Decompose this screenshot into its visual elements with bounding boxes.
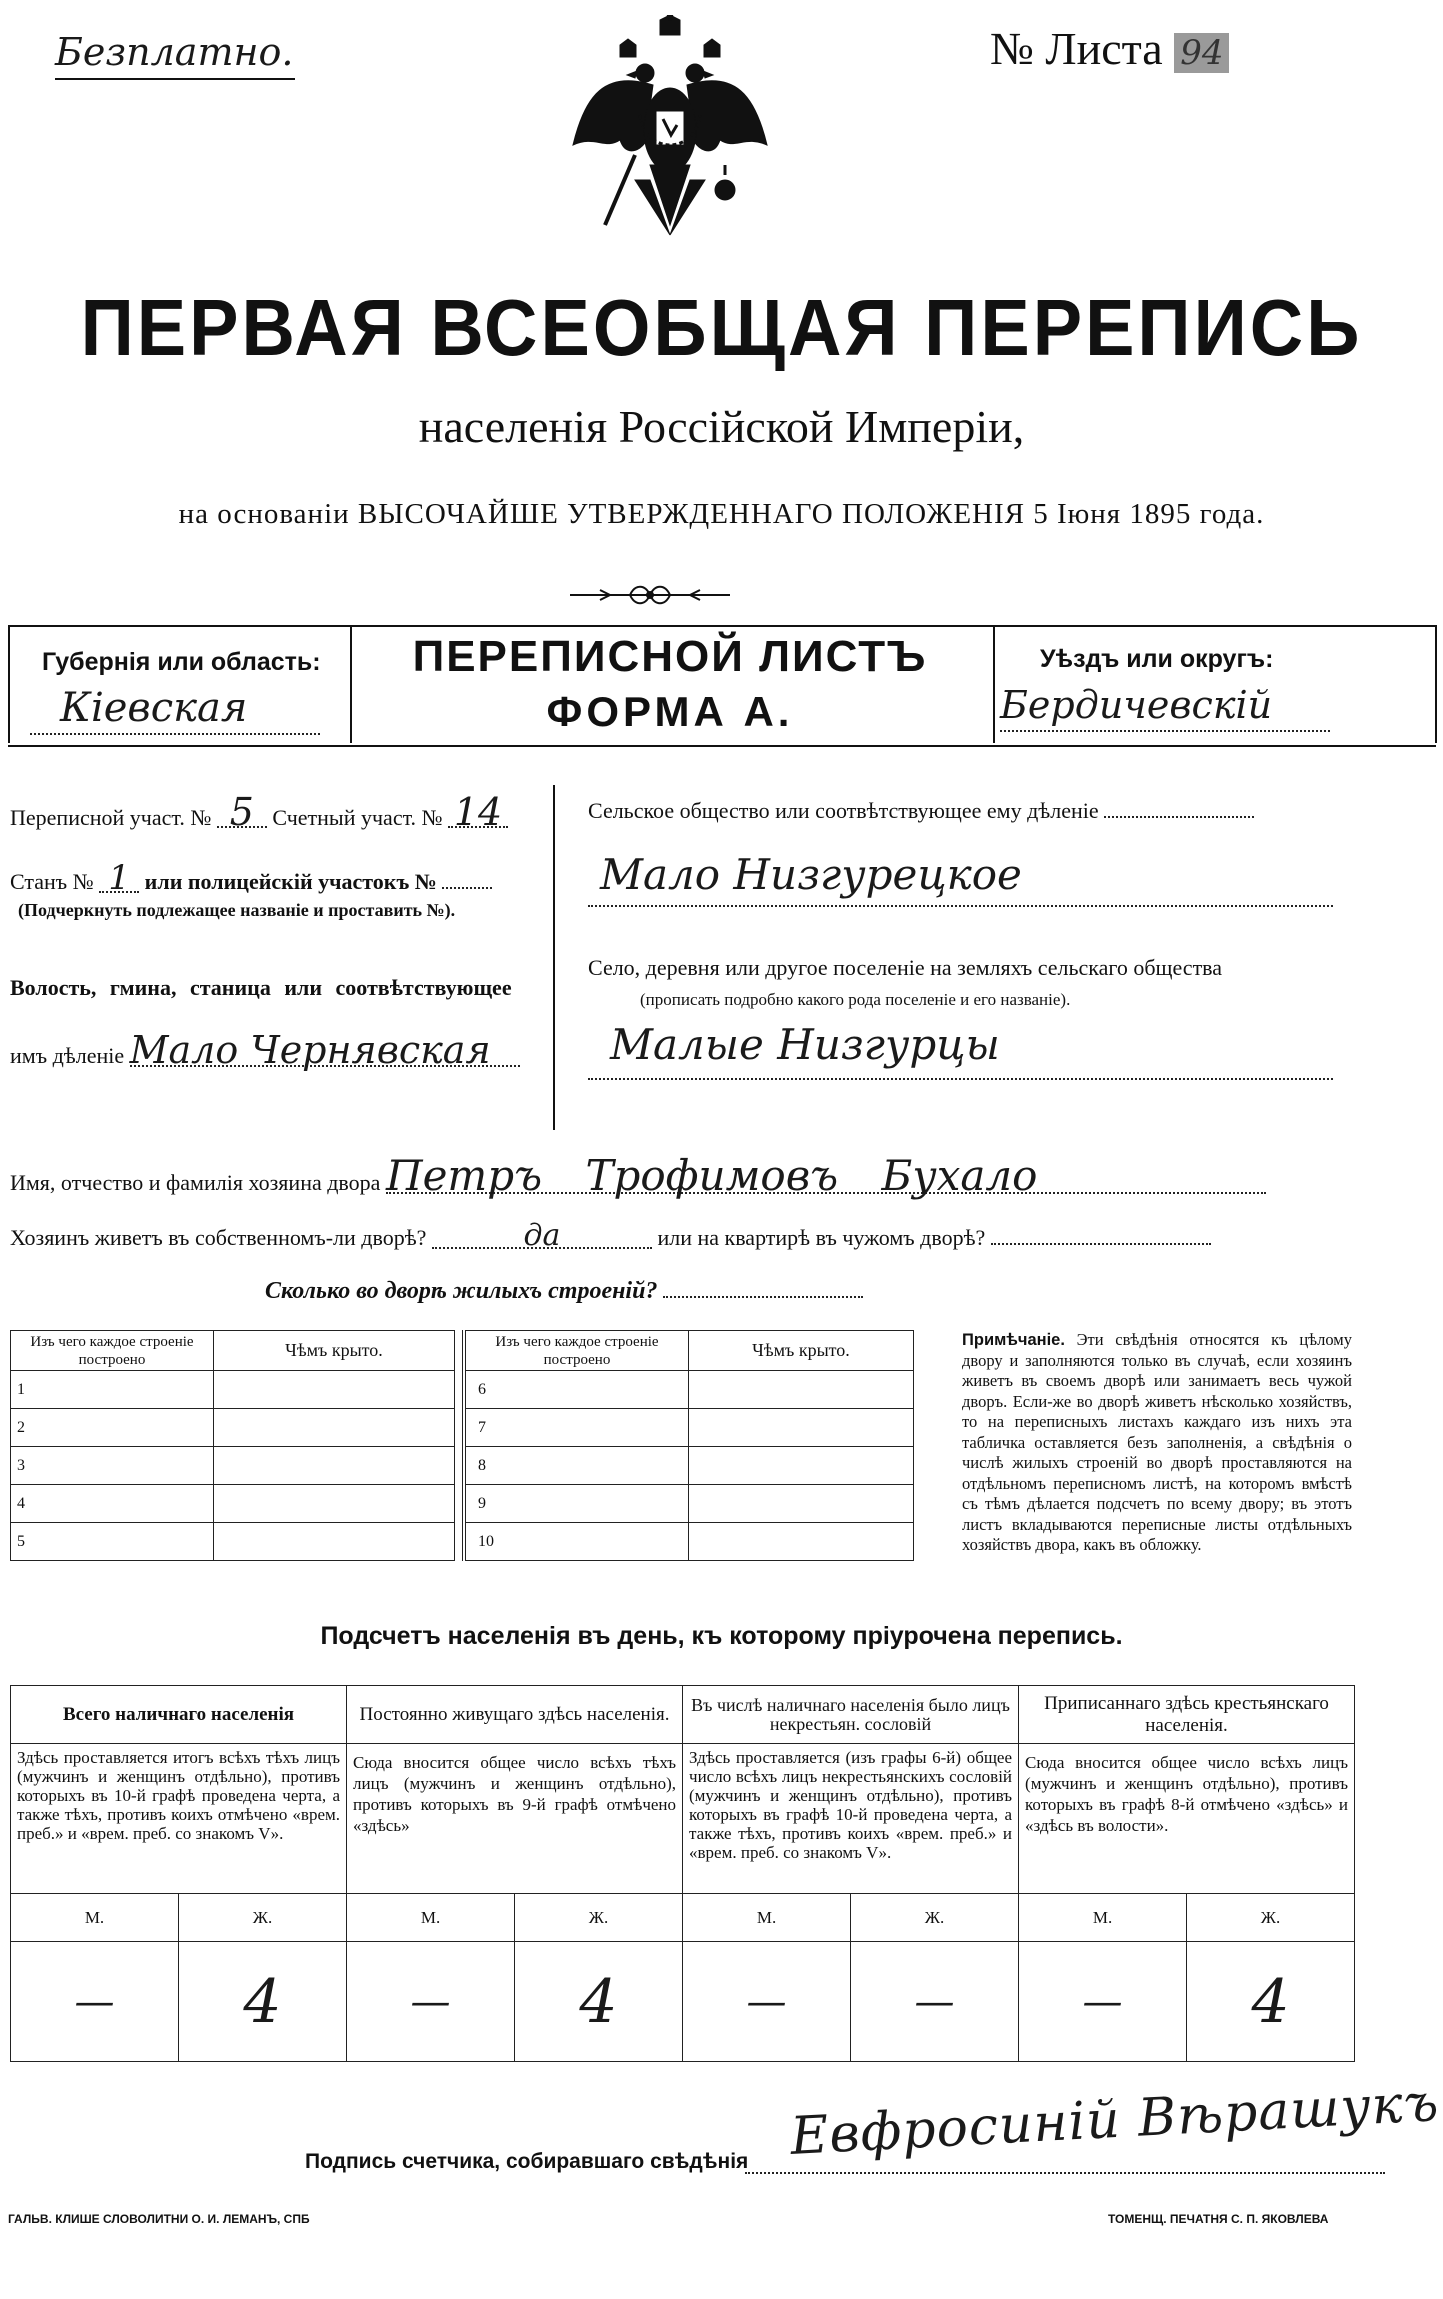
- pop-female-value: 4: [515, 1942, 683, 2062]
- census-basis: на основаніи ВЫСОЧАЙШЕ УТВЕРЖДЕННАГО ПОЛОЖЕНІЯ 5 Іюня 1895 года.: [178, 498, 1265, 530]
- census-area-label: Переписной участ. №: [10, 805, 212, 830]
- buildings-value: [663, 1296, 863, 1298]
- free-label: Безплатно.: [55, 30, 294, 74]
- col-roof-header: Чѣмъ крыто.: [689, 1331, 914, 1371]
- census-subtitle: населенія Россійской Имперіи,: [418, 401, 1025, 452]
- pop-col-title-permanent: Постоянно живущаго здѣсь населенія.: [347, 1686, 683, 1744]
- coat-of-arms-emblem: [565, 15, 775, 245]
- society-value-line: [588, 905, 1333, 907]
- building-row-number: 10: [464, 1523, 689, 1561]
- fields-vertical-divider: [553, 785, 555, 1130]
- volost-row: [10, 1028, 520, 1072]
- count-area-label: Счетный участ. №: [272, 805, 443, 830]
- stan-note: (Подчеркнуть подлежащее названіе и проставить №).: [18, 900, 456, 920]
- building-roof-cell: [214, 1371, 455, 1409]
- pop-male-value: —: [347, 1942, 515, 2062]
- signature-line: [745, 2172, 1385, 2174]
- building-roof-cell: [214, 1523, 455, 1561]
- pop-female-value: 4: [179, 1942, 347, 2062]
- building-row-number: 8: [464, 1447, 689, 1485]
- pop-col-title-noncrestian: Въ числѣ наличнаго населенія было лицъ некрестьян. сословій: [683, 1686, 1019, 1744]
- building-roof-cell: [689, 1409, 914, 1447]
- stan-label: Станъ №: [10, 869, 94, 894]
- rent-value: [991, 1243, 1211, 1245]
- sheet-number-block: [990, 22, 1229, 75]
- pop-male-value: —: [1019, 1942, 1187, 2062]
- census-title: ПЕРВАЯ ВСЕОБЩАЯ ПЕРЕПИСЬ: [80, 282, 1363, 373]
- district-label: Уѣздъ или округъ:: [1040, 645, 1274, 673]
- pop-col-title-total: Всего наличнаго населенія: [11, 1686, 347, 1744]
- building-roof-cell: [689, 1485, 914, 1523]
- society-label-fill: [1104, 816, 1254, 818]
- pop-col-title-registered: Приписаннаго здѣсь крестьянскаго населенія.: [1019, 1686, 1355, 1744]
- buildings-row: [265, 1278, 863, 1305]
- building-roof-cell: [689, 1371, 914, 1409]
- own-yard-label: Хозяинъ живетъ въ собственномъ-ли дворѣ?: [10, 1225, 427, 1250]
- owner-name-label: Имя, отчество и фамилія хозяина двора: [10, 1170, 381, 1195]
- form-subtitle: ФОРМА А.: [546, 688, 794, 735]
- pop-female-label: Ж.: [1187, 1894, 1355, 1942]
- building-row-number: 2: [11, 1409, 214, 1447]
- census-area-row: [10, 790, 508, 834]
- building-row-number: 6: [464, 1371, 689, 1409]
- building-roof-cell: [689, 1447, 914, 1485]
- stan-or-label: или полицейскій участокъ №: [144, 869, 437, 894]
- sheet-label: № Листа: [990, 23, 1163, 74]
- society-label: Сельское общество или соотвѣтствующее ему дѣленіе: [588, 798, 1099, 823]
- census-area-value: 5: [217, 798, 267, 828]
- form-title: ПЕРЕПИСНОЙ ЛИСТЪ: [412, 632, 928, 681]
- building-roof-cell: [214, 1409, 455, 1447]
- building-row-number: 3: [11, 1447, 214, 1485]
- pop-male-label: М.: [11, 1894, 179, 1942]
- society-row: [588, 798, 1254, 824]
- own-yard-row: [10, 1218, 1211, 1253]
- col-material-header: Изъ чего каждое строеніе построено: [11, 1331, 214, 1371]
- pop-female-label: Ж.: [515, 1894, 683, 1942]
- free-label-underline: [55, 78, 295, 80]
- signature-label: Подпись счетчика, собиравшаго свѣдѣнія: [305, 2150, 749, 2173]
- ornament-divider: [570, 582, 730, 608]
- province-label: Губернія или область:: [42, 648, 321, 676]
- village-value: Малые Низгурцы: [610, 1020, 1000, 1069]
- building-row-number: 9: [464, 1485, 689, 1523]
- building-roof-cell: [214, 1485, 455, 1523]
- count-area-value: 14: [448, 798, 508, 828]
- population-table: [10, 1685, 1355, 2062]
- buildings-table-left: [10, 1330, 455, 1561]
- pop-col-desc-permanent: Сюда вносится общее число всѣхъ тѣхъ лицъ (мужчинъ и женщинъ отдѣльно), противъ которыхъ въ 9-й графѣ отмѣчено «здѣсь»: [347, 1744, 683, 1894]
- buildings-table-right: [462, 1330, 914, 1561]
- province-value-line: [30, 733, 320, 735]
- police-area-blank: [442, 887, 492, 889]
- village-note: (прописать подробно какого рода поселеніе и его названіе).: [640, 990, 1071, 1009]
- sheet-number: 94: [1174, 33, 1229, 73]
- pop-col-desc-noncrestian: Здѣсь проставляется (изъ графы 6-й) общее число всѣхъ лицъ некрестьянскихъ сословій (мужчинъ и женщинъ отдѣльно), противъ которыхъ въ графѣ 10-й проведена черта, а также тѣхъ, противъ коихъ «врем. преб.» и «врем. преб. со знакомъ V».: [683, 1744, 1019, 1894]
- society-value: Мало Низгурецкое: [600, 850, 1022, 899]
- own-yard-value: да: [432, 1225, 652, 1249]
- note-text: Эти свѣдѣнія относятся къ цѣлому двору и заполняются только въ случаѣ, если хозяинъ живетъ въ своемъ дворѣ или занимаетъ весь чужой дворъ. Если-же во дворѣ живетъ нѣсколько хозяйствъ, то на переписныхъ листахъ каждаго изъ нихъ эта табличка оставляется безъ заполненія, а свѣдѣнія о числѣ жилыхъ строеній во дворѣ проставляются на отдѣльномъ переписномъ листѣ, на которомъ вмѣстѣ съ тѣмъ дѣлается подсчетъ по всему двору; въ этотъ листъ вкладываются переписные листы отдѣльныхъ хозяйствъ двора, какъ въ обложку.: [962, 1330, 1352, 1554]
- footer-right-imprint: ТОМЕНЩ. ПЕЧАТНЯ С. П. ЯКОВЛЕВА: [1108, 2212, 1329, 2226]
- building-row-number: 7: [464, 1409, 689, 1447]
- pop-female-label: Ж.: [179, 1894, 347, 1942]
- volost-label: Волость, гмина, станица или соотвѣтствующее: [10, 975, 512, 1000]
- stan-row: [10, 858, 492, 898]
- signature-value: Евфросиній Вѣрашукъ: [788, 2073, 1441, 2167]
- pop-male-value: —: [683, 1942, 851, 2062]
- owner-name-row: [10, 1151, 1266, 1200]
- district-value-line: [1000, 730, 1330, 732]
- building-row-number: 5: [11, 1523, 214, 1561]
- pop-female-value: —: [851, 1942, 1019, 2062]
- volost-value: Мало Чернявская: [130, 1035, 520, 1067]
- pop-male-label: М.: [683, 1894, 851, 1942]
- pop-female-label: Ж.: [851, 1894, 1019, 1942]
- pop-male-label: М.: [1019, 1894, 1187, 1942]
- district-value: Бердичевскій: [1000, 683, 1273, 727]
- buildings-label: Сколько во дворѣ жилыхъ строеній?: [265, 1278, 658, 1304]
- population-heading: Подсчетъ населенія въ день, къ которому пріурочена перепись.: [320, 1622, 1123, 1650]
- pop-col-desc-total: Здѣсь проставляется итогъ всѣхъ тѣхъ лицъ (мужчинъ и женщинъ отдѣльно), противъ которыхъ въ 10-й графѣ проведена черта, а также тѣхъ, противъ коихъ отмѣчено «врем. преб.» и «врем. преб. со знакомъ V».: [11, 1744, 347, 1894]
- building-roof-cell: [689, 1523, 914, 1561]
- building-row-number: 4: [11, 1485, 214, 1523]
- stan-value: 1: [99, 865, 139, 893]
- col-roof-header: Чѣмъ крыто.: [214, 1331, 455, 1371]
- building-roof-cell: [214, 1447, 455, 1485]
- village-label: Село, деревня или другое поселеніе на земляхъ сельскаго общества: [588, 955, 1223, 980]
- owner-name-value: Петръ Трофимовъ Бухало: [386, 1160, 1266, 1194]
- pop-male-value: —: [11, 1942, 179, 2062]
- village-value-line: [588, 1078, 1333, 1080]
- footer-left-imprint: ГАЛЬВ. КЛИШЕ СЛОВОЛИТНИ О. И. ЛЕМАНЪ, СПБ: [8, 2212, 310, 2226]
- pop-col-desc-registered: Сюда вносится общее число всѣхъ лицъ (мужчинъ и женщинъ отдѣльно), противъ которыхъ въ графѣ 8-й отмѣчено «здѣсь» и «здѣсь въ волости».: [1019, 1744, 1355, 1894]
- province-value: Кіевская: [60, 685, 248, 731]
- volost-label2: имъ дѣленіе: [10, 1043, 125, 1068]
- pop-male-label: М.: [347, 1894, 515, 1942]
- note-title: Примѣчаніе.: [962, 1331, 1065, 1349]
- col-material-header: Изъ чего каждое строеніе построено: [464, 1331, 689, 1371]
- building-row-number: 1: [11, 1371, 214, 1409]
- pop-female-value: 4: [1187, 1942, 1355, 2062]
- rent-label: или на квартирѣ въ чужомъ дворѣ?: [657, 1225, 986, 1250]
- note-block: [962, 1330, 1352, 1556]
